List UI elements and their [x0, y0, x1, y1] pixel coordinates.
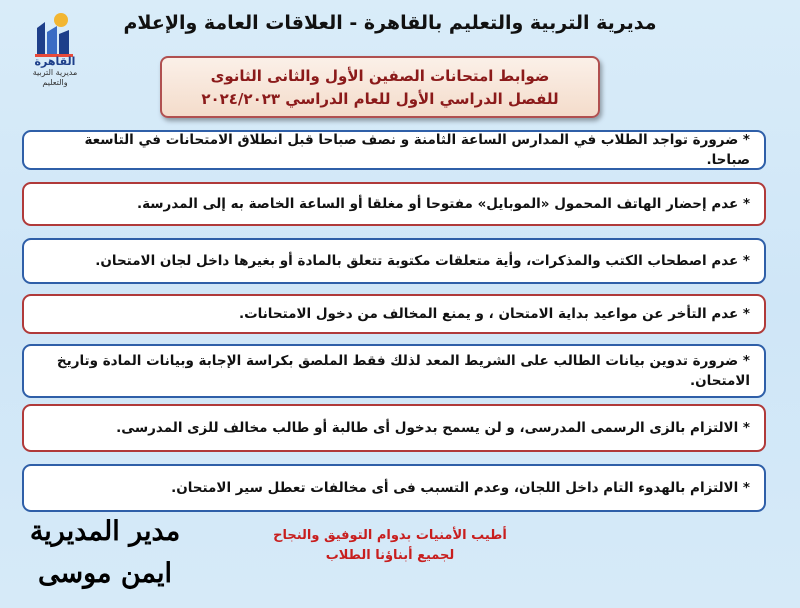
rule-item-6: [22, 404, 766, 452]
rule-text: * ضرورة تدوين بيانات الطالب على الشريط المعد لذلك فقط الملصق بكراسة الإجابة وبيانات المادة وتاريخ الامتحان.: [56, 353, 750, 389]
rule-text: * عدم اصطحاب الكتب والمذكرات، وأية متعلقات مكتوبة تتعلق بالمادة أو بغيرها داخل لجان الامتحان.: [95, 253, 750, 269]
rule-text: * عدم التأخر عن مواعيد بداية الامتحان ، و يمنع المخالف من دخول الامتحانات.: [238, 306, 750, 322]
rule-text: * عدم إحضار الهاتف المحمول «الموبايل» مفتوحا أو مغلقا أو الساعة الخاصة به إلى المدرسة.: [136, 196, 750, 212]
wishes-line-2: لجميع أبناؤنا الطلاب: [325, 548, 455, 563]
subtitle-line-2: للفصل الدراسي الأول للعام الدراسي ٢٠٢٤/٢٠٢٣: [201, 90, 559, 108]
director-signature: [10, 512, 200, 596]
rule-item-2: [22, 182, 766, 226]
logo-subtext: مديرية التربية والتعليم: [32, 68, 78, 87]
director-title: مدير المديرية: [29, 516, 181, 547]
rule-item-3: [22, 238, 766, 284]
logo-text: القاهرة: [34, 55, 76, 68]
rule-text: * ضرورة تواجد الطلاب في المدارس الساعة الثامنة و نصف صباحا قبل انطلاق الامتحانات في التاسعة صباحا.: [84, 132, 750, 168]
rule-item-4: [22, 294, 766, 334]
page-title: مديرية التربية والتعليم بالقاهرة - العلاقات العامة والإعلام: [123, 12, 657, 34]
subtitle-box: [160, 56, 600, 118]
rule-item-7: [22, 464, 766, 512]
directorate-logo: [20, 8, 90, 90]
rule-text: * الالتزام بالزى الرسمى المدرسى، و لن يسمح بدخول أى طالبة أو طالب مخالف للزى المدرسى.: [116, 420, 750, 436]
wishes-message: [230, 526, 550, 566]
director-name: ايمن موسى: [37, 558, 173, 589]
rule-item-5: [22, 344, 766, 398]
rule-item-1: [22, 130, 766, 170]
subtitle-line-1: ضوابط امتحانات الصفين الأول والثانى الثانوى: [210, 67, 550, 85]
rule-text: * الالتزام بالهدوء التام داخل اللجان، وعدم التسبب فى أى مخالفات تعطل سير الامتحان.: [171, 480, 750, 496]
wishes-line-1: أطيب الأمنيات بدوام التوفيق والنجاح: [273, 528, 507, 543]
building-logo-icon: [31, 8, 79, 58]
